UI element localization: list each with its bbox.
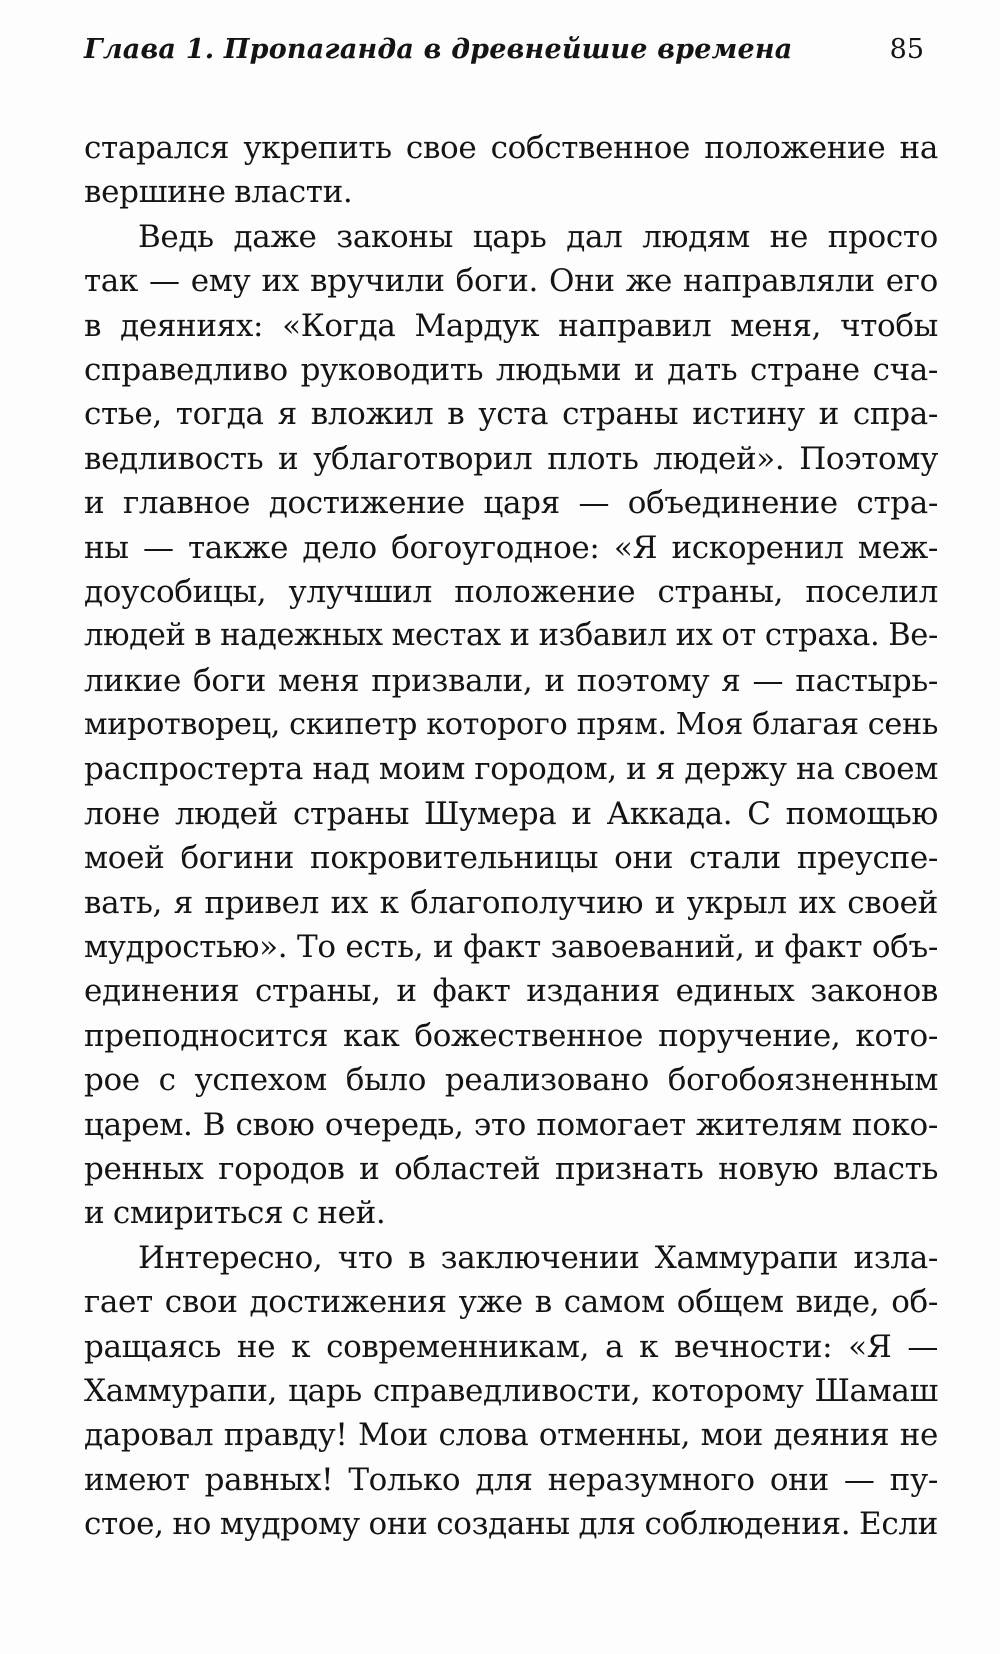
text-line: рое с успехом было реализовано богобоязненным [84,1062,938,1099]
text-line: стье, тогда я вложил в уста страны истину и спра- [84,396,938,433]
text-line: ренных городов и областей признать новую власть [84,1150,938,1187]
text-line: ны — также дело богоугодное: «Я искоренил меж- [84,529,938,566]
text-line: единения страны, и факт издания единых законов [84,973,938,1010]
text-line: справедливо руководить людьми и дать стране сча- [84,351,938,388]
text-line: Интересно, что в заключении Хаммурапи изла- [138,1239,938,1276]
text-line: вершине власти. [84,174,353,211]
text-line: ращаясь не к современникам, а к вечности: «Я — [84,1328,938,1365]
text-line: Ведь даже законы царь дал людям не просто [138,218,938,255]
text-line: гает свои достижения уже в самом общем виде, об- [84,1284,938,1321]
text-line: старался укрепить свое собственное положение на [84,130,938,166]
text-line: распростерта над моим городом, и я держу на своем [84,751,938,788]
text-line: вать, я привел их к благополучию и укрыл их своей [84,884,938,921]
text-line: моей богини покровительницы они стали преуспе- [84,840,938,877]
text-line: царем. В свою очередь, это помогает жителям поко- [84,1106,938,1143]
text-line: лоне людей страны Шумера и Аккада. С помощью [84,795,938,832]
text-line: даровал правду! Мои слова отменны, мои деяния не [84,1417,938,1454]
text-line: людей в надежных местах и избавил их от страха. Ве- [84,618,938,654]
text-line: имеют равных! Только для неразумного они — пу- [84,1461,938,1498]
text-line: в деяниях: «Когда Мардук направил меня, чтобы [84,307,938,344]
text-line: и главное достижение царя — объединение стра- [84,485,938,522]
text-line: преподносится как божественное поручение, кото- [84,1017,938,1054]
text-line: стое, но мудрому они созданы для соблюдения. Если [84,1506,938,1543]
text-line: мудростью». То есть, и факт завоеваний, и факт объ- [84,929,938,966]
text-line: так — ему их вручили боги. Они же направляли его [84,263,938,300]
text-line: ведливость и ублаготворил плоть людей». Поэтому [84,440,938,477]
chapter-title: Глава 1. Пропаганда в древнейшие времена [84,34,793,65]
text-line: ликие боги меня призвали, и поэтому я — пастырь- [84,662,938,699]
page-number: 85 [889,34,924,65]
running-head [84,34,924,74]
text-line: Хаммурапи, царь справедливости, которому Шамаш [84,1372,938,1409]
text-line: доусобицы, улучшил положение страны, поселил [84,573,938,610]
body-text [84,126,938,1547]
text-line: и смириться с ней. [84,1195,386,1232]
text-line: миротворец, скипетр которого прям. Моя благая сень [84,707,938,743]
